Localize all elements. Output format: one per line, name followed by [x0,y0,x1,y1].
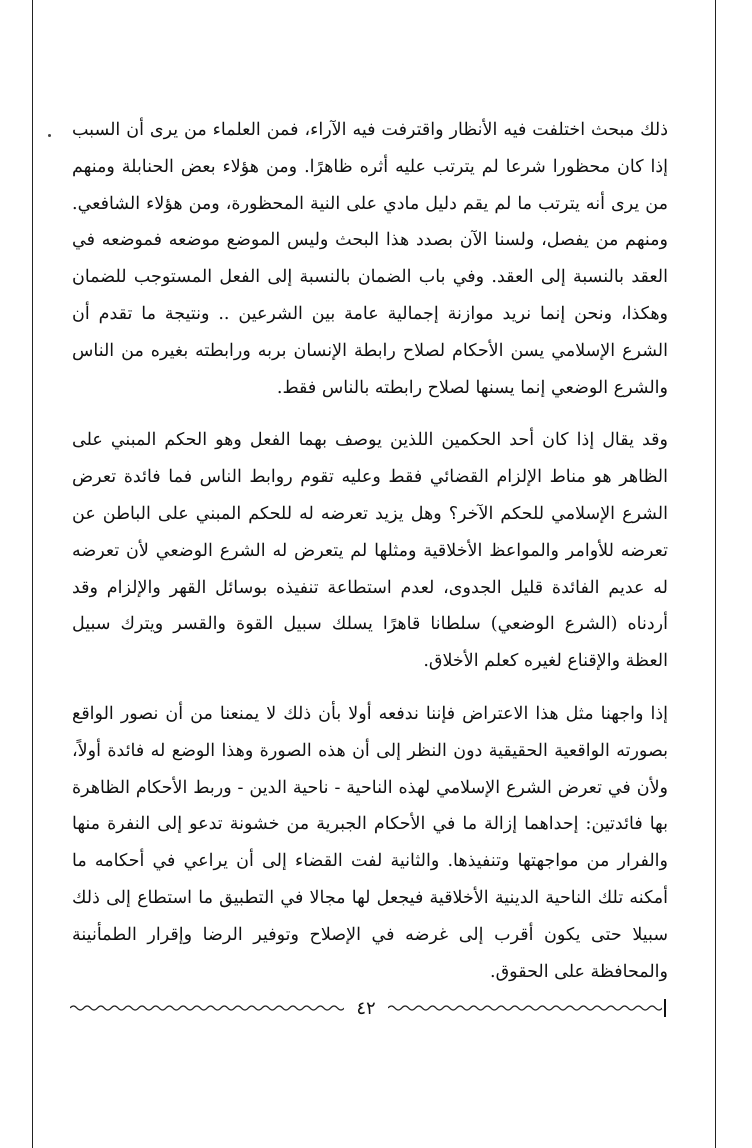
margin-mark [48,134,51,137]
footer-ornament-left [70,1003,344,1013]
paragraph-2: وقد يقال إذا كان أحد الحكمين اللذين يوصف بهما الفعل وهو الحكم المبني على الظاهر هو مناط الإلزام القضائي فقط وعليه تقوم روابط الناس فما فائدة تعرض الشرع الإسلامي للحكم الآخر؟ وهل يزيد تعرضه له للحكم المبني على الباطن عن تعرضه للأوامر والمواعظ الأخلاقية ومثلها لم يتعرض له الشرع الوضعي لأن تعرضه له عديم الفائدة قليل الجدوى، لعدم استطاعة تنفيذه بوسائل القهر والإلزام وقد أردناه (الشرع الوضعي) سلطانا قاهرًا يسلك سبيل القوة والقسر ويترك سبيل العظة والإقناع لغيره كعلم الأخلاق. [72,430,668,672]
page-edge-left [32,0,33,1148]
paragraph-1: ذلك مبحث اختلفت فيه الأنظار واقترفت فيه الآراء، فمن العلماء من يرى أن السبب إذا كان محظورا شرعا لم يترتب عليه أثره ظاهرًا. ومن هؤلاء بعض الحنابلة ومنهم من يرى أنه يترتب ما لم يقم دليل مادي على النية المحظورة، ومن هؤلاء الشافعي. ومنهم من يفصل، ولسنا الآن بصدد هذا البحث وليس الموضع موضعه فموضعه في العقد بالنسبة إلى العقد. وفي باب الضمان بالنسبة إلى الفعل المستوجب للضمان وهكذا، ونحن إنما نريد موازنة إجمالية عامة بين الشرعين .. ونتيجة ما تقدم أن الشرع الإسلامي يسن الأحكام لصلاح رابطة الإنسان بربه ورابطته بغيره من الناس والشرع الوضعي إنما يسنها لصلاح رابطته بالناس فقط. [72,120,668,398]
footer-end-bar [664,999,666,1017]
body-text [72,112,668,990]
page-footer [70,996,666,1020]
page-edge-right [715,0,716,1148]
paragraph-3: إذا واجهنا مثل هذا الاعتراض فإننا ندفعه أولا بأن ذلك لا يمنعنا من أن نصور الواقع بصورته الواقعية الحقيقية دون النظر إلى أن هذه الصورة وهذا الوضع له فائدة أولاً، ولأن في تعرض الشرع الإسلامي لهذه الناحية - ناحية الدين - وربط الأحكام الظاهرة بها فائدتين: إحداهما إزالة ما في الأحكام الجبرية من خشونة تدعو إلى النفرة منها والفرار من مواجهتها وتنفيذها. والثانية لفت القضاء إلى أن يراعي في أحكامه ما أمكنه تلك الناحية الدينية الأخلاقية فيجعل لها مجالا في التطبيق ما استطاع إلى ذلك سبيلا حتى يكون أقرب إلى غرضه في الإصلاح وتوفير الرضا وإقرار الطمأنينة والمحافظة على الحقوق. [72,703,668,982]
page-number: ٤٢ [356,997,376,1019]
footer-ornament-right [388,1003,662,1013]
